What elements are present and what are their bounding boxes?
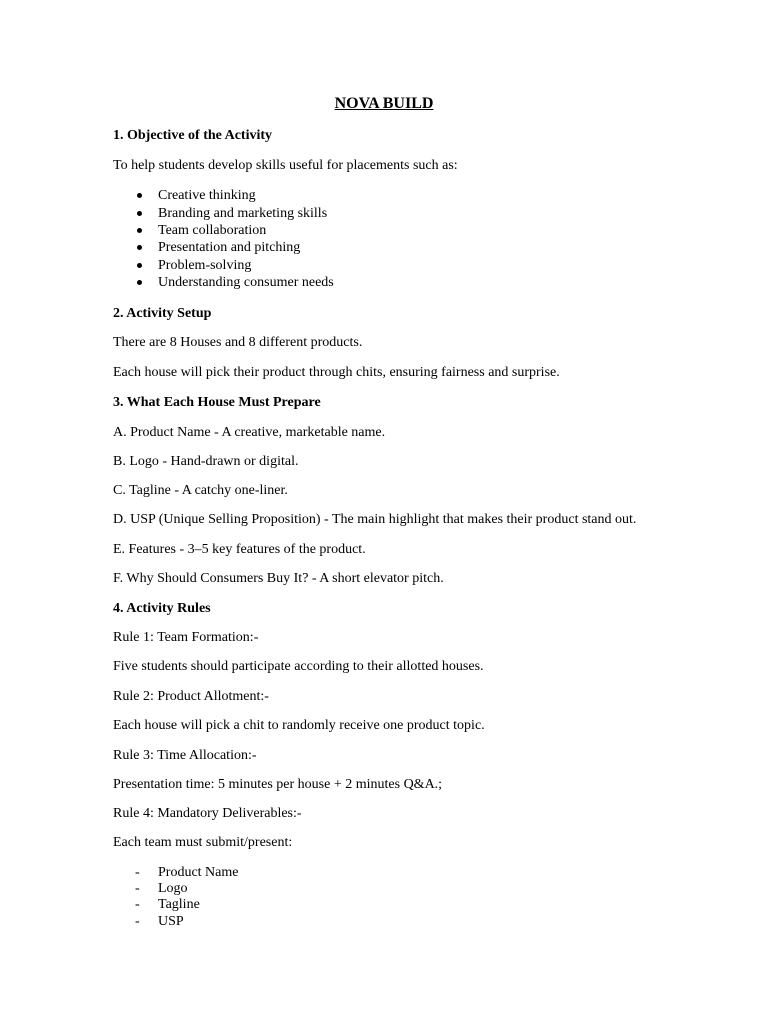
prepare-item: A. Product Name - A creative, marketable name.: [113, 425, 386, 440]
dash-marker: -: [135, 865, 140, 880]
list-item: Branding and marketing skills: [158, 206, 328, 221]
rule-text: Each team must submit/present:: [113, 835, 293, 850]
setup-paragraph-1: There are 8 Houses and 8 different products.: [113, 335, 363, 350]
list-item: Logo: [158, 881, 188, 896]
bullet-marker: [137, 211, 142, 216]
prepare-item: E. Features - 3–5 key features of the product.: [113, 542, 366, 557]
bullet-marker: [137, 228, 142, 233]
list-item: Product Name: [158, 865, 239, 880]
list-item: USP: [158, 914, 184, 929]
list-item: Understanding consumer needs: [158, 275, 334, 290]
section-heading-rules: 4. Activity Rules: [113, 601, 211, 616]
list-item: Problem-solving: [158, 258, 252, 273]
bullet-marker: [137, 263, 142, 268]
dash-marker: -: [135, 914, 140, 929]
list-item: Presentation and pitching: [158, 240, 301, 255]
rule-title: Rule 4: Mandatory Deliverables:-: [113, 806, 302, 821]
section-heading-objective: 1. Objective of the Activity: [113, 128, 273, 143]
section-heading-prepare: 3. What Each House Must Prepare: [113, 395, 321, 410]
rule-title: Rule 3: Time Allocation:-: [113, 748, 257, 763]
rule-text: Each house will pick a chit to randomly receive one product topic.: [113, 718, 485, 733]
setup-paragraph-2: Each house will pick their product through chits, ensuring fairness and surprise.: [113, 365, 560, 380]
prepare-item: D. USP (Unique Selling Proposition) - The main highlight that makes their product stand out.: [113, 512, 637, 527]
list-item: Creative thinking: [158, 188, 256, 203]
objective-intro: To help students develop skills useful for placements such as:: [113, 158, 458, 173]
document-title: NOVA BUILD: [334, 95, 434, 112]
rule-title: Rule 2: Product Allotment:-: [113, 689, 269, 704]
bullet-marker: [137, 280, 142, 285]
rule-title: Rule 1: Team Formation:-: [113, 630, 259, 645]
list-item: Tagline: [158, 897, 200, 912]
rule-text: Five students should participate according to their allotted houses.: [113, 659, 484, 674]
section-heading-setup: 2. Activity Setup: [113, 306, 212, 321]
prepare-item: C. Tagline - A catchy one-liner.: [113, 483, 288, 498]
prepare-item: F. Why Should Consumers Buy It? - A short elevator pitch.: [113, 571, 444, 586]
dash-marker: -: [135, 897, 140, 912]
rule-text: Presentation time: 5 minutes per house + 2 minutes Q&A.;: [113, 777, 443, 792]
bullet-marker: [137, 193, 142, 198]
bullet-marker: [137, 245, 142, 250]
dash-marker: -: [135, 881, 140, 896]
prepare-item: B. Logo - Hand-drawn or digital.: [113, 454, 299, 469]
list-item: Team collaboration: [158, 223, 267, 238]
